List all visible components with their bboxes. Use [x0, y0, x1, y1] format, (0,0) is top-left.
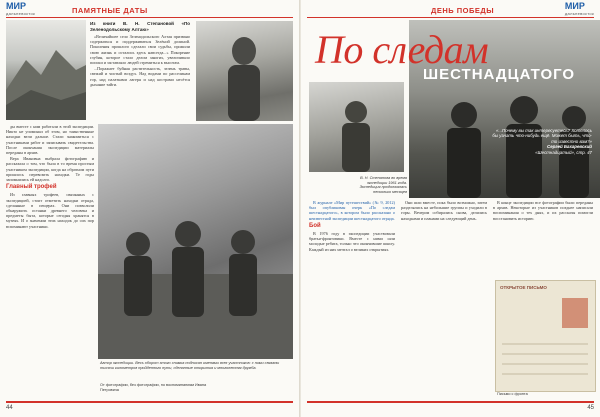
logo-subtext: дальневосток [564, 11, 594, 16]
inset-photo [309, 82, 404, 172]
person-silhouette [196, 21, 293, 121]
right-logo [565, 3, 594, 17]
right-column-2 [401, 200, 487, 395]
envelope-lines [496, 294, 595, 384]
right-column-1 [309, 200, 395, 395]
article-title: По следам [315, 27, 489, 72]
paragraph: В конце экспедиции все фотографии были переданы в архив. Некоторые из участников позднее написали воспоминания о тех днях, и их рассказы помогли восстановить историю. [493, 200, 593, 221]
quote-text: «...Почему вы так интересуетесь? Хотелось бы узнать что-нибудь ещё. Может быть, что-то известно вам?» [492, 128, 592, 144]
paragraph: Вера Ивановна выбрала фотографию и рассказала о том, что была в то время простым участником экспедиции, когда на обратном пути пришлось перевозить находки. Те годы запомнились ей надолго. [6, 156, 94, 183]
logo-text: МИР [564, 1, 585, 11]
envelope-caption: Письмо с фронта [497, 392, 528, 396]
article-subtitle: ШЕСТНАДЦАТОГО [423, 66, 576, 83]
paragraph: Из главных трофеев, связанных с экспедицией, стоит отметить находки отряда, сделанные в пещерах. Они позволили обнаружить останки древнего человека и предметы быта, которые сегодня хранятся в музеях. И о значении этих находок до сих пор вспоминают участники. [6, 192, 94, 229]
quote-author: Сергей Бахаревский [547, 144, 592, 150]
photo-caption: Автор экспедиции. Весь оборот этого снимка подписан именами всех участников: с ними связаны тысячи километров пройденного пути, сделанные открытия и многолетняя дружба. [100, 361, 280, 370]
intro-text-block [90, 21, 190, 121]
quote-source: «Шестнадцатый», стр. 47 [535, 149, 592, 155]
intro-paragraph: «Величайшее село Зеленодольского Алтая призвано содержаться и поддерживаться Зелёной долиной. Поколения прошлого сделали свои судьбы, прожили свою жизнь и остались здесь навсегда...» Покорение глубин, которое стало делом многих, увеличивало поиски и заставляло людей стремиться к высотам. [90, 34, 190, 66]
paragraph: ды вместе с ним работали в этой экспедиции. Никто не упоминал об этом, но таинственные находки вели дальше. Стали знакомиться с участниками работ и записывать свидетельства. После окончания экспедиции материалы переданы в архив. [6, 124, 94, 156]
envelope-image [495, 280, 596, 392]
header-rule [6, 17, 293, 18]
header-rule [307, 17, 594, 18]
right-column-3 [493, 200, 593, 275]
footer-rule [307, 401, 594, 403]
inset-figure [309, 82, 404, 172]
mountain-photo [6, 20, 86, 120]
group-figures [98, 124, 293, 359]
intro-paragraph-2: ...Поражает буйная растительность, зелень травы, свежий и чистый воздух. Над водами по расселинам гор, над палатками лагеря и над кострами несётся дыхание тайги. [90, 66, 190, 87]
photo-credit: От фотографии, без фотографии, по воспоминаниям Ивана Петровича [100, 383, 207, 392]
pull-quote [490, 128, 592, 155]
right-page [301, 0, 600, 417]
book-reference: Из книги В. Н. Степановой «По Зеленодольскому Алтаю» [90, 21, 190, 32]
page-number: 45 [587, 405, 594, 411]
paragraph: В 1976 году в экспедиции участвовали братья-фронтовики. Вместе с ними шли молодые ребята, только что окончившие школу. Каждый из них мечтал о великих открытиях. [309, 231, 395, 252]
logo-subtext: дальневосток [6, 11, 36, 16]
logo-text: МИР [6, 1, 26, 11]
lead-paragraph: В журнале «Мир путешествий» (№ 9, 2012) был опубликован очерк «По следам шестнадцатого», в котором было рассказано о неизвестной экспедиции шестнадцатого отряда. [309, 200, 395, 221]
inset-caption: В. Н. Степанова во время экспедиции 1961 года. Экспедиция продолжалась несколько месяцев [359, 176, 407, 194]
sub-heading: Бой [309, 222, 321, 229]
group-photo [98, 124, 293, 359]
left-page [0, 0, 299, 417]
left-logo [6, 3, 35, 17]
section-label: ПАМЯТНЫЕ ДАТЫ [72, 5, 148, 15]
section-label: ДЕНЬ ПОБЕДЫ [431, 5, 495, 15]
page-number: 44 [6, 405, 13, 411]
envelope-label: ОТКРЫТОЕ ПИСЬМО [500, 285, 547, 290]
sub-heading: Главный трофей [6, 184, 57, 191]
left-column-1 [6, 124, 94, 394]
woman-photo [196, 21, 293, 121]
paragraph: Они шли вместе, пока было возможно, затем разделялись на небольшие группы и уходили в горы. Вечером собирались снова, делились находками и планами на следующий день. [401, 200, 487, 221]
footer-rule [6, 401, 293, 403]
mountain-shape [6, 20, 86, 120]
